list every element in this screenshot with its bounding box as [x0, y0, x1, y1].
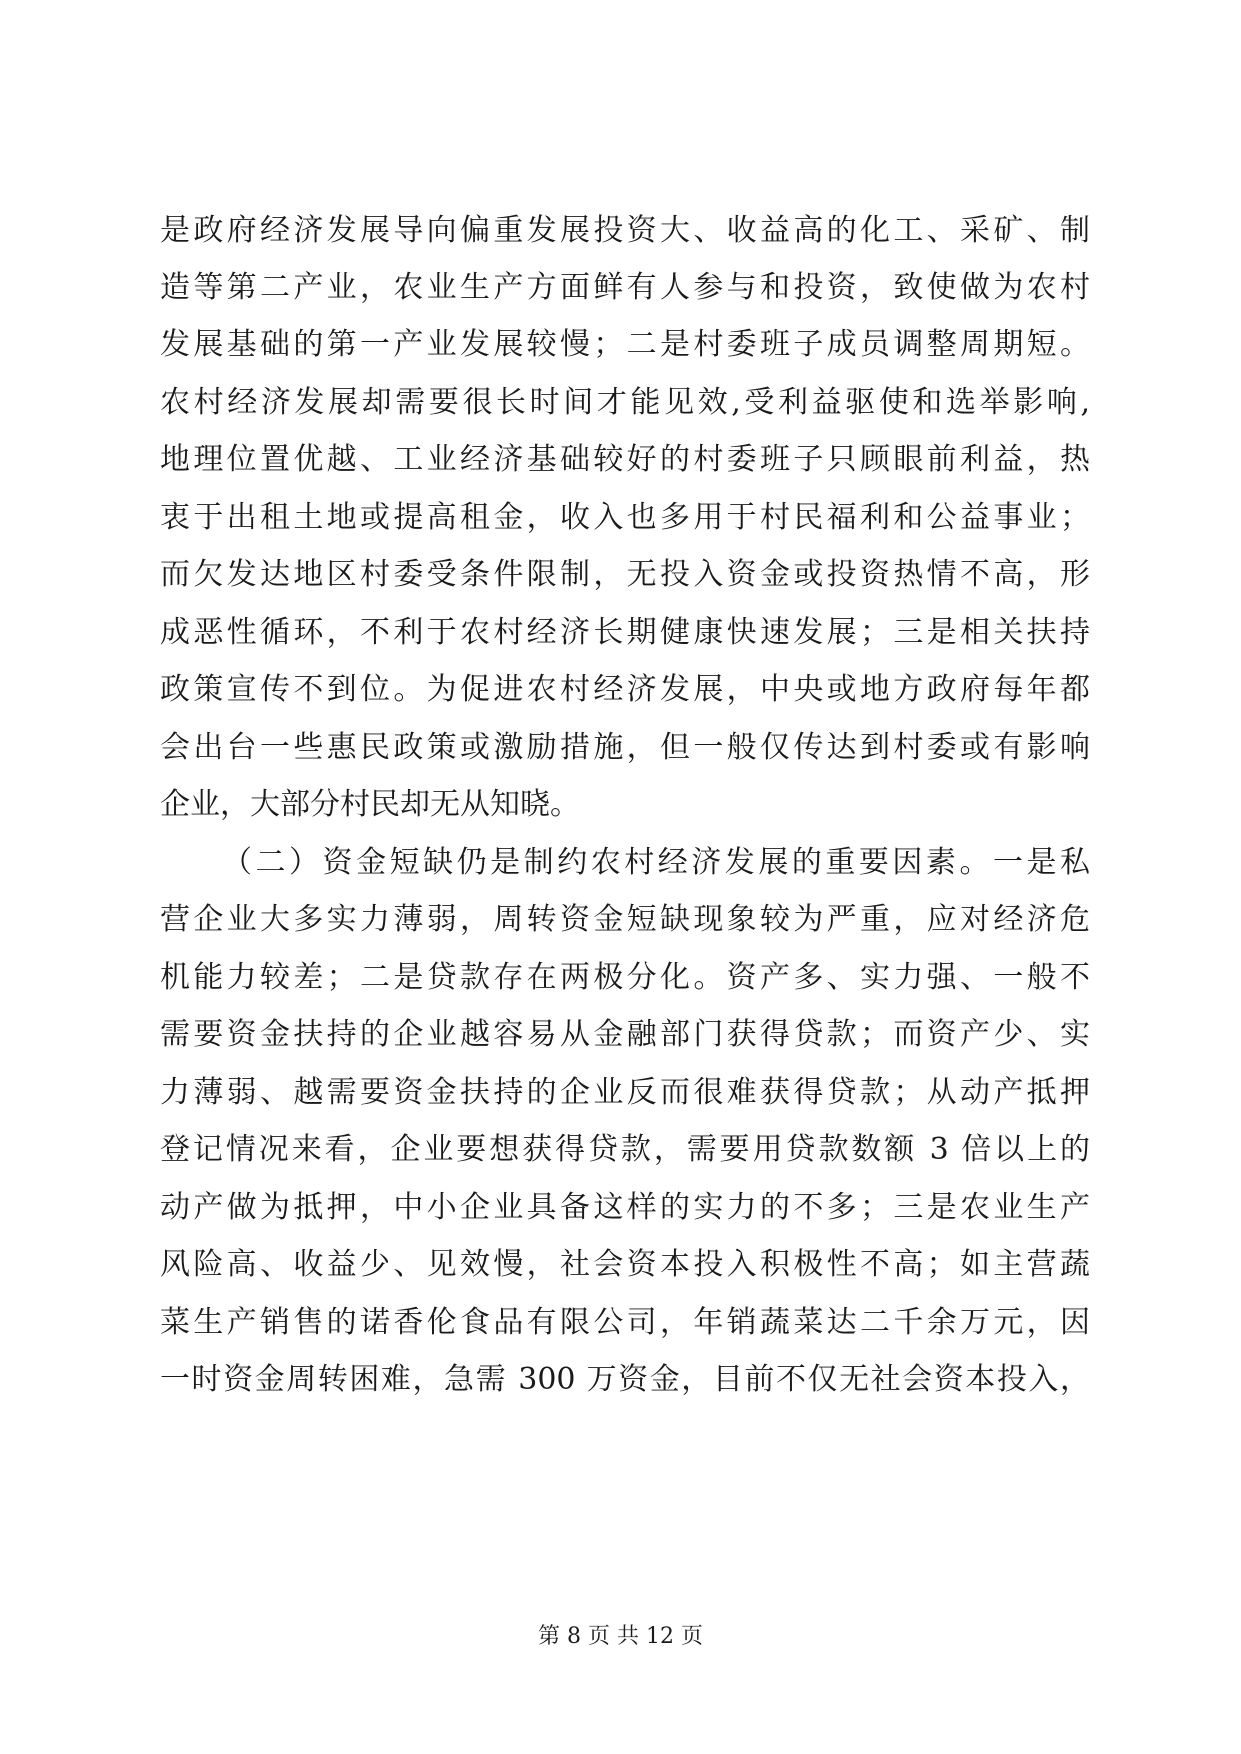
text-line: （二）资金短缺仍是制约农村经济发展的重要因素。一是私 — [222, 845, 1090, 880]
text-line: 政策宣传不到位。为促进农村经济发展，中央或地方政府每年都 — [160, 672, 1090, 707]
text-line: 动产做为抵押，中小企业具备这样的实力的不多；三是农业生产 — [160, 1190, 1090, 1225]
text-line: 需要资金扶持的企业越容易从金融部门获得贷款；而资产少、实 — [160, 1017, 1090, 1052]
text-line: 风险高、收益少、见效慢，社会资本投入积极性不高；如主营蔬 — [160, 1247, 1090, 1282]
page-number: 第 8 页 共 12 页 — [538, 1624, 703, 1649]
text-line: 衷于出租土地或提高租金，收入也多用于村民福利和公益事业； — [160, 500, 1090, 535]
text-line: 力薄弱、越需要资金扶持的企业反而很难获得贷款；从动产抵押 — [160, 1075, 1090, 1110]
text-line: 菜生产销售的诺香伦食品有限公司，年销蔬菜达二千余万元，因 — [160, 1305, 1090, 1340]
text-line: 农村经济发展却需要很长时间才能见效,受利益驱使和选举影响, — [160, 385, 1090, 420]
text-line: 而欠发达地区村委受条件限制，无投入资金或投资热情不高，形 — [160, 557, 1090, 592]
text-line: 造等第二产业，农业生产方面鲜有人参与和投资，致使做为农村 — [160, 270, 1090, 305]
text-line: 地理位置优越、工业经济基础较好的村委班子只顾眼前利益，热 — [160, 442, 1090, 477]
text-line: 会出台一些惠民政策或激励措施，但一般仅传达到村委或有影响 — [160, 730, 1090, 765]
text-line: 发展基础的第一产业发展较慢；二是村委班子成员调整周期短。 — [160, 327, 1090, 362]
text-line: 登记情况来看，企业要想获得贷款，需要用贷款数额 3 倍以上的 — [160, 1132, 1090, 1167]
text-line: 企业，大部分村民却无从知晓。 — [160, 787, 580, 822]
text-line: 一时资金周转困难，急需 300 万资金，目前不仅无社会资本投入， — [160, 1362, 1090, 1397]
text-line: 机能力较差；二是贷款存在两极分化。资产多、实力强、一般不 — [160, 960, 1090, 995]
text-line: 营企业大多实力薄弱，周转资金短缺现象较为严重，应对经济危 — [160, 902, 1090, 937]
text-line: 成恶性循环，不利于农村经济长期健康快速发展；三是相关扶持 — [160, 615, 1090, 650]
text-line: 是政府经济发展导向偏重发展投资大、收益高的化工、采矿、制 — [160, 213, 1090, 248]
